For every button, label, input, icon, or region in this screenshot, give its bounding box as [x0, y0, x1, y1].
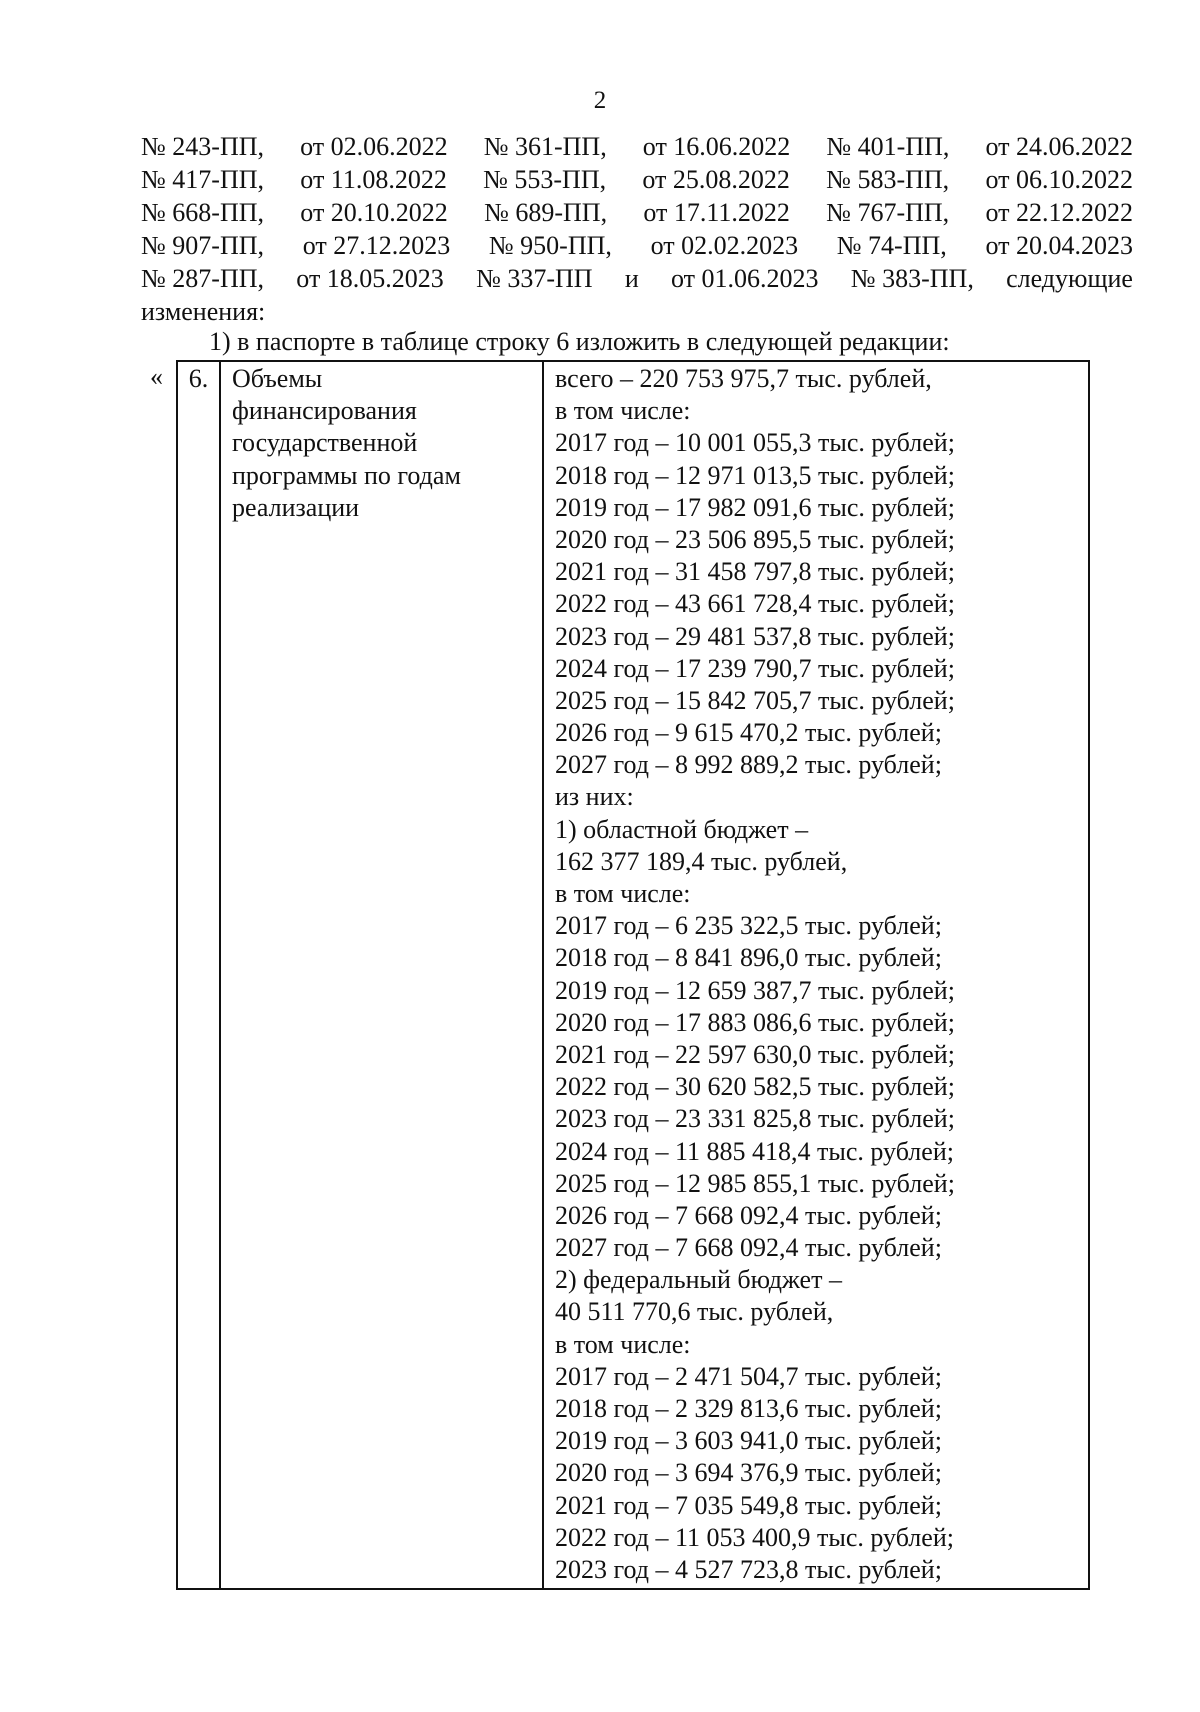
- intro-token: № 689-ПП,: [484, 198, 608, 227]
- value-line: всего – 220 753 975,7 тыс. рублей,: [555, 364, 932, 393]
- value-line: 162 377 189,4 тыс. рублей,: [555, 846, 848, 876]
- amendment-item: 1) в паспорте в таблице строку 6 изложить в следующей редакции:: [209, 327, 950, 356]
- value-line: 1) областной бюджет –: [555, 814, 809, 844]
- intro-token: от 02.02.2023: [650, 231, 799, 260]
- value-line: 2020 год – 3 694 376,9 тыс. рублей;: [555, 1458, 942, 1488]
- value-line: 2023 год – 4 527 723,8 тыс. рублей;: [555, 1554, 942, 1584]
- value-line: 2018 год – 12 971 013,5 тыс. рублей;: [555, 460, 955, 490]
- intro-token: № 287-ПП,: [141, 264, 265, 293]
- row-number-cell: [177, 361, 220, 1589]
- label-line: государственной: [232, 428, 418, 458]
- intro-line: [141, 229, 1133, 262]
- intro-line: [141, 262, 1133, 295]
- value-line: 2019 год – 17 982 091,6 тыс. рублей;: [555, 492, 955, 522]
- intro-token: № 383-ПП,: [850, 264, 974, 293]
- intro-token: от 22.12.2022: [985, 198, 1133, 227]
- value-line: в том числе:: [555, 879, 691, 908]
- intro-token: № 243-ПП,: [141, 132, 265, 161]
- value-line: 2019 год – 12 659 387,7 тыс. рублей;: [555, 975, 955, 1005]
- row-number: 6.: [188, 364, 209, 393]
- intro-line: [141, 196, 1133, 229]
- value-line: 2024 год – 17 239 790,7 тыс. рублей;: [555, 653, 955, 683]
- label-line: реализации: [232, 492, 360, 522]
- value-line: 2) федеральный бюджет –: [555, 1265, 842, 1295]
- intro-token: от 20.10.2022: [300, 198, 448, 227]
- intro-token: № 668-ПП,: [141, 198, 265, 227]
- intro-token: от 17.11.2022: [643, 198, 790, 227]
- intro-token: изменения:: [141, 297, 266, 326]
- value-line: 2024 год – 11 885 418,4 тыс. рублей;: [555, 1136, 954, 1166]
- label-line: программы по годам: [232, 460, 461, 490]
- value-line: 2018 год – 2 329 813,6 тыс. рублей;: [555, 1394, 942, 1423]
- intro-token: № 553-ПП,: [483, 165, 607, 194]
- intro-token: № 361-ПП,: [483, 132, 607, 161]
- intro-token: от 01.06.2023: [671, 264, 819, 293]
- value-line: 2020 год – 23 506 895,5 тыс. рублей;: [555, 524, 955, 554]
- value-line: 2022 год – 43 661 728,4 тыс. рублей;: [555, 589, 955, 619]
- intro-paragraph: [141, 130, 1133, 328]
- value-line: 2017 год – 10 001 055,3 тыс. рублей;: [555, 428, 955, 458]
- value-line: в том числе:: [555, 1329, 691, 1359]
- value-line: 2017 год – 6 235 322,5 тыс. рублей;: [555, 911, 942, 941]
- value-line: 2021 год – 22 597 630,0 тыс. рублей;: [555, 1039, 955, 1069]
- page-number: 2: [593, 87, 607, 114]
- value-line: 2017 год – 2 471 504,7 тыс. рублей;: [555, 1361, 942, 1391]
- value-line: 2025 год – 12 985 855,1 тыс. рублей;: [555, 1168, 955, 1198]
- intro-token: от 27.12.2023: [302, 231, 451, 260]
- label-line: финансирования: [232, 396, 417, 426]
- intro-token: от 02.06.2022: [300, 132, 448, 161]
- value-line: 40 511 770,6 тыс. рублей,: [555, 1297, 834, 1327]
- value-line: 2020 год – 17 883 086,6 тыс. рублей;: [555, 1007, 955, 1037]
- value-line: из них:: [555, 782, 634, 812]
- value-cell: [543, 361, 1089, 1589]
- intro-line: [141, 130, 1133, 163]
- table-row: [177, 361, 1089, 1589]
- intro-token: от 25.08.2022: [642, 165, 790, 194]
- intro-token: следующие: [1006, 264, 1133, 293]
- opening-quote: «: [150, 362, 163, 391]
- intro-token: от 11.08.2022: [300, 165, 447, 194]
- value-line: 2023 год – 29 481 537,8 тыс. рублей;: [555, 621, 955, 651]
- value-line: 2021 год – 7 035 549,8 тыс. рублей;: [555, 1490, 942, 1520]
- intro-token: № 74-ПП,: [836, 231, 947, 260]
- intro-token: № 907-ПП,: [141, 231, 265, 260]
- intro-token: № 950-ПП,: [488, 231, 612, 260]
- intro-line: [141, 295, 1133, 328]
- intro-token: № 583-ПП,: [826, 165, 950, 194]
- value-line: 2026 год – 7 668 092,4 тыс. рублей;: [555, 1200, 942, 1230]
- label-line: Объемы: [232, 364, 323, 393]
- intro-token: от 06.10.2022: [985, 165, 1133, 194]
- intro-token: № 767-ПП,: [826, 198, 950, 227]
- value-line: 2027 год – 8 992 889,2 тыс. рублей;: [555, 750, 942, 780]
- intro-token: от 20.04.2023: [985, 231, 1133, 260]
- intro-token: от 18.05.2023: [296, 264, 444, 293]
- value-line: 2023 год – 23 331 825,8 тыс. рублей;: [555, 1104, 955, 1134]
- label-cell: [220, 361, 543, 1589]
- value-line: 2018 год – 8 841 896,0 тыс. рублей;: [555, 943, 942, 973]
- value-line: 2025 год – 15 842 705,7 тыс. рублей;: [555, 685, 955, 715]
- value-line: 2022 год – 30 620 582,5 тыс. рублей;: [555, 1072, 955, 1102]
- value-line: 2026 год – 9 615 470,2 тыс. рублей;: [555, 718, 942, 748]
- intro-token: от 24.06.2022: [985, 132, 1133, 161]
- value-line: 2021 год – 31 458 797,8 тыс. рублей;: [555, 557, 955, 587]
- intro-token: № 337-ПП: [476, 264, 593, 293]
- passport-table: [176, 360, 1090, 1590]
- intro-token: от 16.06.2022: [642, 132, 791, 161]
- value-line: 2019 год – 3 603 941,0 тыс. рублей;: [555, 1426, 942, 1456]
- value-line: 2022 год – 11 053 400,9 тыс. рублей;: [555, 1522, 954, 1552]
- intro-line: [141, 163, 1133, 196]
- intro-token: № 401-ПП,: [826, 132, 950, 161]
- value-line: в том числе:: [555, 396, 691, 426]
- value-line: 2027 год – 7 668 092,4 тыс. рублей;: [555, 1233, 942, 1263]
- intro-token: и: [624, 264, 639, 293]
- intro-token: № 417-ПП,: [141, 165, 265, 194]
